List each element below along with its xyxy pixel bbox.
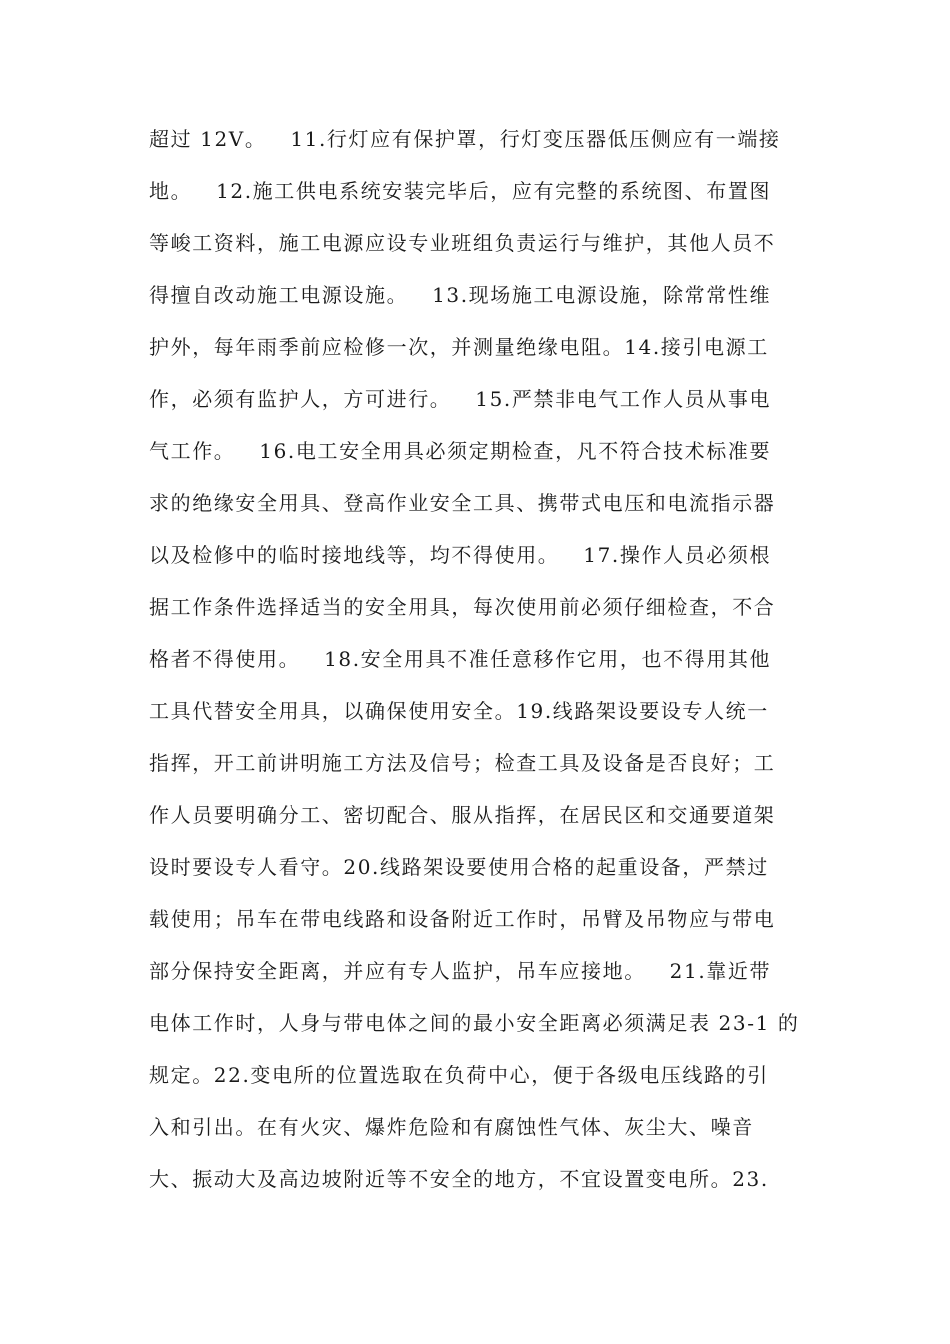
text-line: 作，必须有监护人，方可进行。 15.严禁非电气工作人员从事电 [149, 387, 772, 411]
body-text [149, 113, 809, 1205]
text-line: 等峻工资料，施工电源应设专业班组负责运行与维护，其他人员不 [149, 231, 776, 255]
text-line: 超过 12V。 11.行灯应有保护罩，行灯变压器低压侧应有一端接 [149, 127, 781, 151]
text-line: 大、振动大及高边坡附近等不安全的地方，不宜设置变电所。23. [149, 1167, 769, 1191]
text-line: 求的绝缘安全用具、登高作业安全工具、携带式电压和电流指示器 [149, 491, 776, 515]
text-line: 载使用；吊车在带电线路和设备附近工作时，吊臂及吊物应与带电 [149, 907, 776, 931]
text-line: 规定。22.变电所的位置选取在负荷中心，便于各级电压线路的引 [149, 1063, 769, 1087]
text-line: 设时要设专人看守。20.线路架设要使用合格的起重设备，严禁过 [149, 855, 769, 879]
text-line: 指挥，开工前讲明施工方法及信号；检查工具及设备是否良好；工 [149, 751, 776, 775]
text-line: 工具代替安全用具，以确保使用安全。19.线路架设要设专人统一 [149, 699, 769, 723]
text-line: 得擅自改动施工电源设施。 13.现场施工电源设施，除常常性维 [149, 283, 772, 307]
text-line: 电体工作时，人身与带电体之间的最小安全距离必须满足表 23-1 的 [149, 1011, 800, 1035]
text-line: 气工作。 16.电工安全用具必须定期检查，凡不符合技术标准要 [149, 439, 772, 463]
text-line: 作人员要明确分工、密切配合、服从指挥，在居民区和交通要道架 [149, 803, 776, 827]
text-line: 据工作条件选择适当的安全用具，每次使用前必须仔细检查，不合 [149, 595, 776, 619]
text-line: 地。 12.施工供电系统安装完毕后，应有完整的系统图、布置图 [149, 179, 772, 203]
text-line: 以及检修中的临时接地线等，均不得使用。 17.操作人员必须根 [149, 543, 772, 567]
text-line: 护外，每年雨季前应检修一次，并测量绝缘电阻。14.接引电源工 [149, 335, 769, 359]
text-line: 部分保持安全距离，并应有专人监护，吊车应接地。 21.靠近带 [149, 959, 772, 983]
text-line: 格者不得使用。 18.安全用具不准任意移作它用，也不得用其他 [149, 647, 772, 671]
text-line: 入和引出。在有火灾、爆炸危险和有腐蚀性气体、灰尘大、噪音 [149, 1115, 754, 1139]
